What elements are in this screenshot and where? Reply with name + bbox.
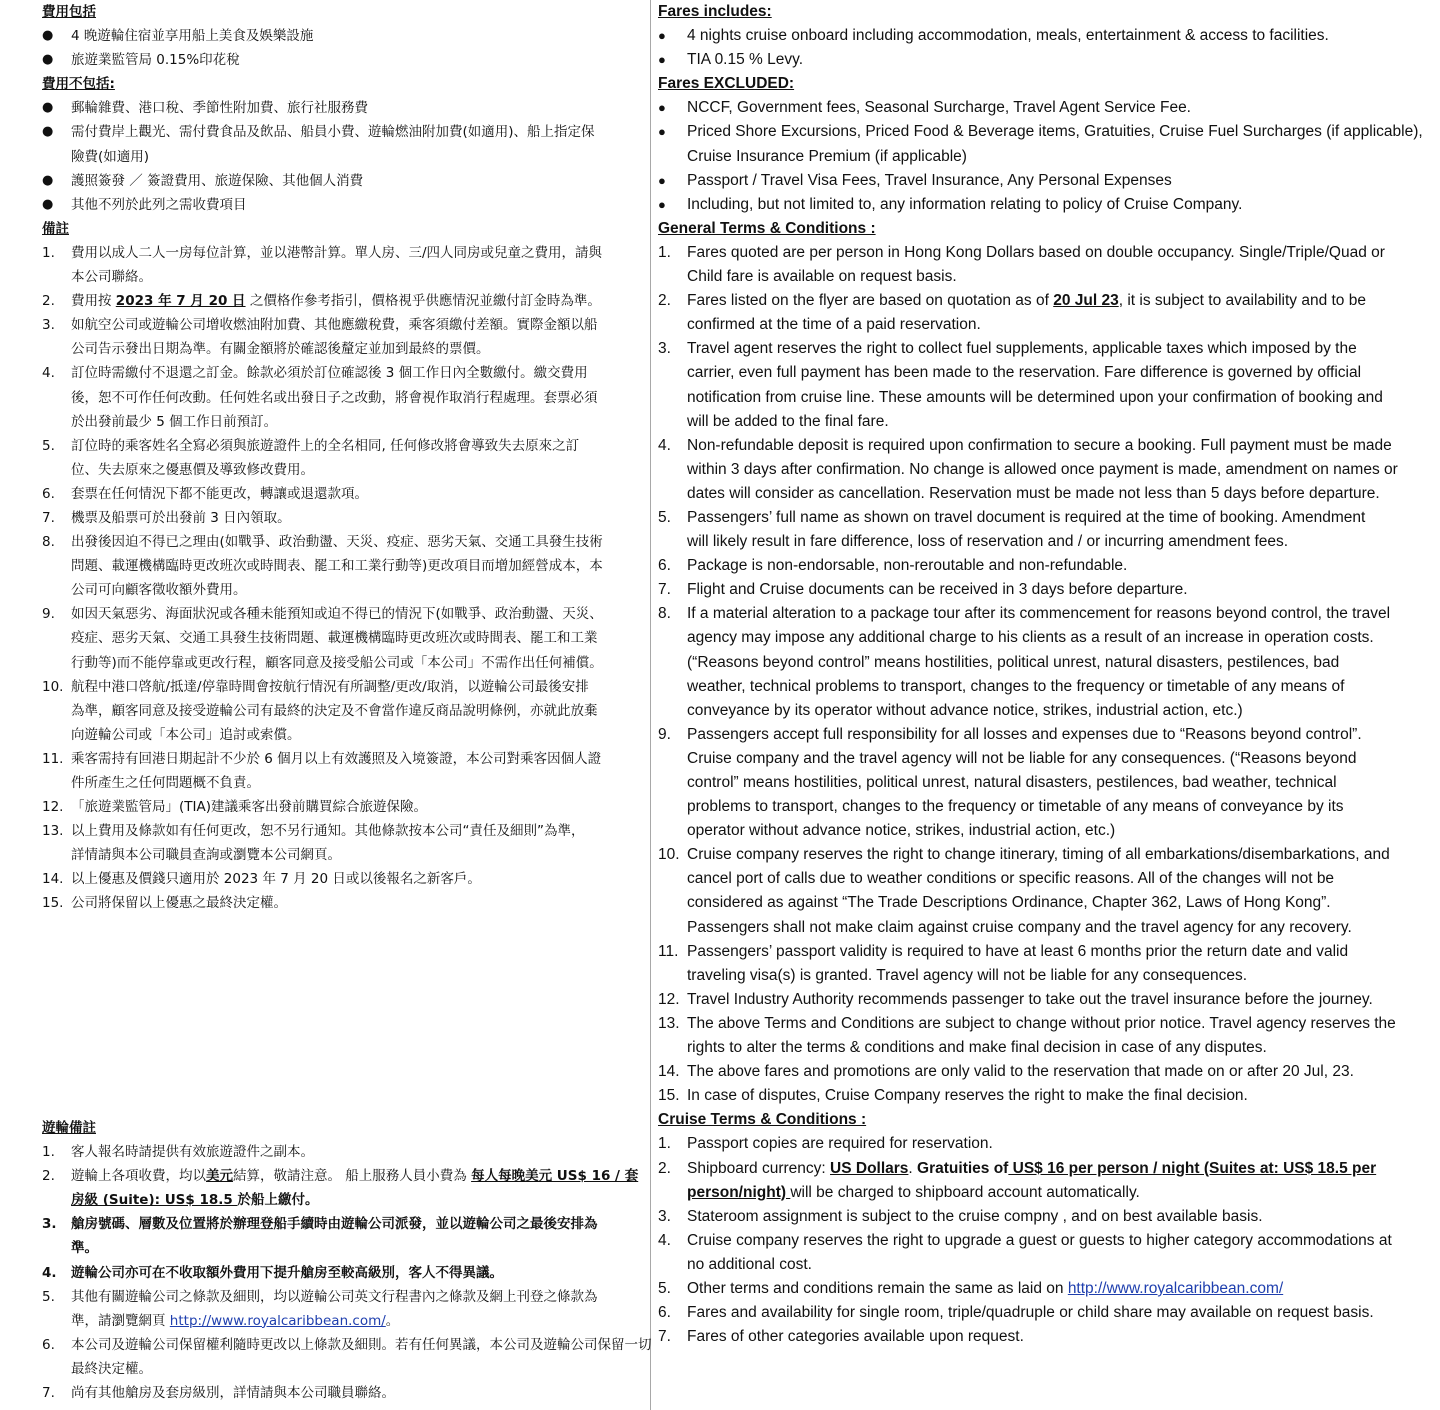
item-line: Passport / Travel Visa Fees, Travel Insurance, Any Personal Expenses — [687, 171, 1172, 189]
list-item — [658, 1084, 1400, 1108]
royalcaribbean-link[interactable]: http://www.royalcaribbean.com/ — [1067, 1279, 1284, 1297]
en-general-heading: General Terms & Conditions : — [658, 219, 876, 237]
item-line: rights to alter the terms & conditions and make final decision in case of any disputes. — [687, 1039, 1267, 1057]
list-item: 7. 尚有其他艙房及套房級別，詳情請與本公司職員聯絡。 — [42, 1385, 395, 1402]
list-item: 5. Other terms and conditions remain the same as laid on http://www.royalcaribbean.com/ — [658, 1279, 1284, 1297]
list-item — [658, 988, 1400, 1012]
item-line: operator without advance notice, strikes, industrial action, etc.) — [687, 822, 1116, 840]
zh-excludes-list — [42, 96, 646, 216]
item-number: 5. — [658, 508, 671, 526]
item-line: 如因天氣惡劣、海面狀況或各種未能預知或迫不得已的情況下(如戰爭、政治動盪、天災、 — [71, 606, 603, 623]
list-item — [658, 169, 1400, 193]
list-item: 5. 其他有關遊輪公司之條款及細則，均以遊輪公司英文行程書內之條款及網上刊登之條款為 準，請瀏覽網頁 http://www.royalcaribbean.com/。 — [42, 1288, 598, 1329]
bullet-icon: ● — [658, 124, 666, 140]
bullet-icon: ● — [658, 100, 666, 116]
en-excludes-heading: Fares EXCLUDED: — [658, 75, 795, 93]
item-line: Travel Industry Authority recommends passenger to take out the travel insurance before the journey. — [687, 990, 1373, 1008]
list-item — [42, 819, 646, 867]
item-line: 問題、載運機構臨時更改班次或時間表、罷工和工業行動等)更改項目而增加經營成本，本 — [71, 558, 603, 575]
date-highlight: 20 Jul 23 — [1053, 292, 1119, 310]
list-item: 3. 艙房號碼、層數及位置將於辦理登船手續時由遊輪公司派發，並以遊輪公司之最後安排為 準。 — [42, 1216, 598, 1257]
item-line: confirmed at the time of a paid reservation. — [687, 316, 981, 334]
en-general-list — [658, 241, 1400, 1108]
bullet-icon: ● — [42, 124, 54, 140]
list-item: 4. 遊輪公司亦可在不收取額外費用下提升艙房至較高級別，客人不得異議。 — [42, 1264, 503, 1281]
date-highlight: 2023 年 7 月 20 日 — [115, 293, 246, 310]
item-line: 詳情請與本公司職員查詢或瀏覽本公司網頁。 — [71, 847, 341, 864]
item-line: agency may impose any additional charge to his clients as a result of an increase in operation costs. — [687, 629, 1374, 647]
item-line: (“Reasons beyond control” means hostilities, political unrest, natural disasters, pestilences, bad — [687, 653, 1340, 671]
list-item — [658, 434, 1400, 506]
item-line: Non-refundable deposit is required upon confirmation to secure a booking. Full payment must be made — [687, 436, 1392, 454]
item-line: 訂位時的乘客姓名全寫必須與旅遊證件上的全名相同, 任何修改將會導致失去原來之訂 — [71, 437, 580, 454]
item-number: 2. — [42, 293, 55, 310]
item-line: Fares quoted are per person in Hong Kong Dollars based on double occupancy. Single/Triple/Quad or — [687, 243, 1385, 261]
item-line: Passengers accept full responsibility for all losses and expenses due to “Reasons beyond control”. — [687, 725, 1362, 743]
list-item — [658, 241, 1400, 289]
item-line: Package is non-endorsable, non-reroutable and non-refundable. — [687, 557, 1128, 575]
list-item: ● 4 晚遊輪住宿並享用船上美食及娛樂設施 — [42, 24, 646, 48]
list-item: 6. Fares and availability for single room, triple/quadruple or child share may available on request basis. — [658, 1304, 1374, 1322]
item-number: 10. — [658, 846, 680, 864]
list-item: 1. 客人報名時請提供有效旅遊證件之副本。 — [42, 1144, 314, 1161]
list-item: ● 郵輪雜費、港口稅、季節性附加費、旅行社服務費 — [42, 96, 646, 120]
item-line: 為準，顧客同意及接受遊輪公司有最終的決定及不會當作違反商品說明條例，亦就此放棄 — [71, 702, 598, 719]
item-line: considered as against “The Trade Descriptions Ordinance, Chapter 362, Laws of Hong Kong”. — [687, 894, 1331, 912]
item-number: 8. — [658, 605, 671, 623]
item-number: 1. — [658, 243, 671, 261]
item-line: 後，恕不可作任何改動。任何姓名或出發日子之改動，將會視作取消行程處理。套票必須 — [71, 389, 598, 406]
item-line: 費用按 2023 年 7 月 20 日 之價格作參考指引，價格視乎供應情況並繳付訂金時為準。 — [71, 293, 601, 310]
en-includes-heading: Fares includes: — [658, 3, 772, 20]
list-item — [658, 1060, 1400, 1084]
item-line: 訂位時需繳付不退還之訂金。餘款必須於訂位確認後 3 個工作日內全數繳付。繳交費用 — [71, 365, 588, 382]
item-number: 13. — [658, 1014, 680, 1032]
list-item: ● 4 nights cruise onboard including accommodation, meals, entertainment & access to facilities. — [658, 24, 1400, 48]
list-item — [42, 675, 646, 747]
list-item — [658, 723, 1400, 843]
list-item: 3. Stateroom assignment is subject to the cruise compny , and on best available basis. — [658, 1207, 1263, 1225]
list-item — [42, 482, 646, 506]
item-line: If a material alteration to a package tour after its commencement for reasons beyond control, the travel — [687, 605, 1391, 623]
item-line: 本公司聯絡。 — [71, 269, 152, 286]
list-item — [42, 313, 646, 361]
item-line: The above Terms and Conditions are subject to change without prior notice. Travel agency reserves the — [687, 1014, 1396, 1032]
item-number: 12. — [42, 799, 64, 816]
list-item: ● 需付費岸上觀光、需付費食品及飲品、船員小費、遊輪燃油附加費(如適用)、船上指定保 險費(如適用) — [42, 120, 646, 168]
item-line: 出發後因迫不得已之理由(如戰爭、政治動盪、天災、疫症、惡劣天氣、交通工具發生技術 — [71, 534, 603, 551]
item-number: 3. — [42, 317, 55, 334]
list-item — [658, 554, 1400, 578]
column-divider — [650, 0, 651, 1410]
list-item — [658, 602, 1400, 722]
list-item — [42, 867, 646, 891]
item-line: control” means hostilities, political unrest, natural disasters, pestilences, bad weather, technical — [687, 774, 1337, 791]
item-line: In case of disputes, Cruise Company reserves the right to make the final decision. — [687, 1087, 1248, 1105]
item-line: 機票及船票可於出發前 3 日內領取。 — [71, 509, 291, 526]
item-number: 2. — [658, 292, 671, 310]
list-item — [42, 361, 646, 433]
bullet-icon: ● — [42, 100, 54, 116]
list-item — [658, 1012, 1400, 1060]
item-line: 疫症、惡劣天氣、交通工具發生技術問題、載運機構臨時更改班次或時間表、罷工和工業 — [71, 630, 598, 647]
item-line: Passengers’ passport validity is required to have at least 6 months prior the return date and valid — [687, 942, 1349, 960]
item-line: problems to transport, changes to the frequency or timetable of any means of conveyance by its — [687, 798, 1344, 816]
item-line: NCCF, Government fees, Seasonal Surcharge, Travel Agent Service Fee. — [687, 99, 1191, 117]
bullet-icon: ● — [658, 196, 666, 212]
item-line: 航程中港口啓航/抵達/停靠時間會按航行情況有所調整/更改/取消，以遊輪公司最後安排 — [71, 678, 589, 695]
item-line: 位、失去原來之優惠價及導致修改費用。 — [71, 461, 314, 478]
en-includes-list — [658, 24, 1400, 72]
list-item — [42, 506, 646, 530]
item-number: 15. — [42, 895, 64, 912]
en-excludes-list — [658, 96, 1423, 216]
item-line: cancel port of calls due to weather conditions or specific reasons. All of the changes will not be — [687, 870, 1335, 888]
list-item — [658, 120, 1423, 168]
list-item: ● 旅遊業監管局 0.15%印花稅 — [42, 48, 646, 72]
list-item — [42, 434, 646, 482]
item-line: The above fares and promotions are only valid to the reservation that made on or after 20 Jul, 23. — [687, 1063, 1354, 1081]
list-item: ● TIA 0.15 % Levy. — [658, 48, 1400, 72]
item-line: Travel agent reserves the right to collect fuel supplements, applicable taxes which imposed by the — [687, 340, 1357, 358]
item-number: 8. — [42, 534, 55, 551]
item-number: 14. — [42, 871, 64, 888]
zh-cruise-heading: 遊輪備註 — [42, 1120, 96, 1136]
item-number: 6. — [42, 485, 55, 502]
item-number: 9. — [42, 606, 55, 623]
item-line: notification from cruise line. These amounts will be determined upon your confirmation of booking and — [687, 388, 1383, 406]
item-line: 以上費用及條款如有任何更改，恕不另行通知。其他條款按本公司“責任及細則”為準， — [71, 823, 585, 840]
list-item — [42, 891, 646, 915]
list-item — [42, 530, 646, 602]
list-item: 4. Cruise company reserves the right to upgrade a guest or guests to higher category accommodations at no additional cost. — [658, 1231, 1392, 1273]
list-item: 6. 本公司及遊輪公司保留權利隨時更改以上條款及細則。若有任何異議，本公司及遊輪公司保留一切 最終決定權。 — [42, 1336, 652, 1377]
item-line: carrier, even full payment has been made to the reservation. Fare difference is governed by official — [687, 364, 1362, 382]
list-item: 2. 遊輪上各項收費，均以美元結算，敬請注意。 船上服務人員小費為 每人每晚美元 US$ 16 / 套 房級 (Suite): US$ 18.5 於船上繳付。 — [42, 1168, 639, 1209]
zh-cruise-section — [42, 1116, 652, 1405]
item-number: 11. — [42, 750, 64, 767]
item-line: 乘客需持有回港日期起計不少於 6 個月以上有效護照及入境簽證，本公司對乘客因個人證 — [71, 750, 602, 767]
list-item: ● 護照簽發 ／ 簽證費用、旅遊保險、其他個人消費 — [42, 169, 646, 193]
list-item: 7. Fares of other categories available upon request. — [658, 1328, 1024, 1346]
item-line: 件所產生之任何問題概不負責。 — [71, 775, 260, 791]
item-line: dates will consider as cancellation. Reservation must be made not less than 5 days before departure. — [687, 484, 1380, 502]
list-item — [658, 578, 1400, 602]
item-line: traveling visa(s) is granted. Travel agency will not be liable for any consequences. — [687, 966, 1248, 984]
item-line: 向遊輪公司或「本公司」追討或索償。 — [71, 726, 301, 743]
item-line: within 3 days after confirmation. No change is allowed once payment is made, amendment on names or — [687, 460, 1398, 478]
item-line: Child fare is available on request basis. — [687, 268, 957, 286]
list-item: ● 其他不列於此列之需收費項目 — [42, 193, 646, 217]
item-line: 公司將保留以上優惠之最終決定權。 — [71, 895, 287, 912]
item-number: 6. — [658, 557, 671, 575]
bullet-icon: ● — [42, 28, 54, 44]
list-item — [658, 96, 1400, 120]
bullet-icon: ● — [658, 52, 666, 68]
item-line: conveyance by its operator without advance notice, strikes, industrial action, etc.) — [687, 701, 1243, 719]
zh-notes-heading: 備註 — [42, 220, 69, 237]
list-item — [42, 795, 646, 819]
item-line: 於出發前最少 5 個工作日前預訂。 — [71, 413, 278, 430]
item-line: weather, technical problems to transport, changes to the frequency or timetable of any means of — [687, 677, 1345, 695]
list-item — [42, 602, 646, 674]
list-item — [42, 747, 646, 795]
item-number: 7. — [658, 581, 671, 599]
item-line: Cruise company and the travel agency will not be liable for any consequences. (“Reasons beyond — [687, 749, 1357, 767]
zh-excludes-heading: 費用不包括: — [42, 76, 115, 93]
item-line: will likely result in fare difference, loss of reservation and / or incurring amendment fees. — [687, 533, 1289, 551]
list-item — [42, 289, 646, 313]
list-item: 2. Shipboard currency: US Dollars. Gratuities of US$ 16 per person / night (Suites at: US$ 18.5 per person/night) will be charged to shipboard account automatically. — [658, 1159, 1377, 1201]
bullet-icon: ● — [42, 52, 54, 68]
item-line: Cruise Insurance Premium (if applicable) — [687, 147, 967, 165]
list-item — [658, 940, 1400, 988]
item-line: Fares listed on the flyer are based on quotation as of 20 Jul 23, it is subject to availability and to be — [687, 292, 1366, 310]
item-number: 12. — [658, 990, 680, 1008]
zh-notes-list — [42, 241, 646, 916]
item-number: 13. — [42, 823, 64, 840]
item-number: 15. — [658, 1087, 680, 1105]
item-line: Cruise company reserves the right to change itinerary, timing of all embarkations/disembarkations, and — [687, 846, 1390, 864]
item-line: 行動等)而不能停靠或更改行程，顧客同意及接受船公司或「本公司」不需作出任何補償。 — [71, 654, 603, 671]
item-number: 14. — [658, 1063, 680, 1081]
item-number: 7. — [42, 509, 55, 526]
bullet-icon: ● — [658, 172, 666, 188]
item-number: 4. — [658, 436, 671, 454]
item-number: 10. — [42, 678, 64, 695]
list-item — [42, 241, 646, 289]
item-line: Flight and Cruise documents can be received in 3 days before departure. — [687, 581, 1188, 599]
bullet-icon: ● — [42, 196, 54, 212]
list-item — [658, 289, 1400, 337]
item-number: 1. — [42, 244, 55, 261]
item-line: 「旅遊業監管局」(TIA)建議乘客出發前購買綜合旅遊保險。 — [71, 799, 427, 816]
item-line: 如航空公司或遊輪公司增收燃油附加費、其他應繳稅費，乘客須繳付差額。實際金額以船 — [71, 317, 598, 334]
item-number: 5. — [42, 437, 55, 454]
bullet-icon: ● — [42, 172, 54, 188]
en-cruise-heading: Cruise Terms & Conditions : — [658, 1111, 867, 1129]
item-line: 公司可向顧客徵收額外費用。 — [71, 582, 247, 599]
item-line: 套票在任何情況下都不能更改，轉讓或退還款項。 — [71, 485, 368, 502]
item-line: 以上優惠及價錢只適用於 2023 年 7 月 20 日或以後報名之新客戶。 — [71, 871, 481, 888]
list-item — [658, 843, 1400, 939]
zh-includes-list — [42, 24, 646, 72]
item-number: 3. — [658, 340, 671, 358]
item-number: 9. — [658, 725, 671, 743]
item-number: 11. — [658, 942, 679, 960]
english-column — [658, 0, 1423, 1410]
item-line: 公司告示發出日期為準。有關金額將於確認後釐定並加到最終的票價。 — [71, 341, 490, 358]
royalcaribbean-link[interactable]: http://www.royalcaribbean.com/ — [169, 1312, 386, 1329]
chinese-column — [42, 0, 652, 1410]
list-item — [658, 506, 1400, 554]
item-line: Priced Shore Excursions, Priced Food & Beverage items, Gratuities, Cruise Fuel Surcharges (if applicable), — [687, 123, 1423, 141]
item-line: will be added to the final fare. — [687, 412, 889, 430]
list-item — [658, 193, 1400, 217]
zh-includes-heading: 費用包括 — [42, 4, 96, 20]
list-item — [658, 337, 1400, 433]
item-line: 費用以成人二人一房每位計算，並以港幣計算。單人房、三/四人同房或兒童之費用，請與 — [71, 244, 603, 261]
item-number: 4. — [42, 365, 55, 382]
list-item: 1. Passport copies are required for reservation. — [658, 1135, 993, 1153]
item-line: Passengers’ full name as shown on travel document is required at the time of booking. Amendment — [687, 508, 1366, 526]
bullet-icon: ● — [658, 28, 666, 44]
item-line: Passengers shall not make claim against cruise company and the travel agency for any recovery. — [687, 918, 1352, 936]
item-line: Including, but not limited to, any information relating to policy of Cruise Company. — [687, 195, 1243, 213]
